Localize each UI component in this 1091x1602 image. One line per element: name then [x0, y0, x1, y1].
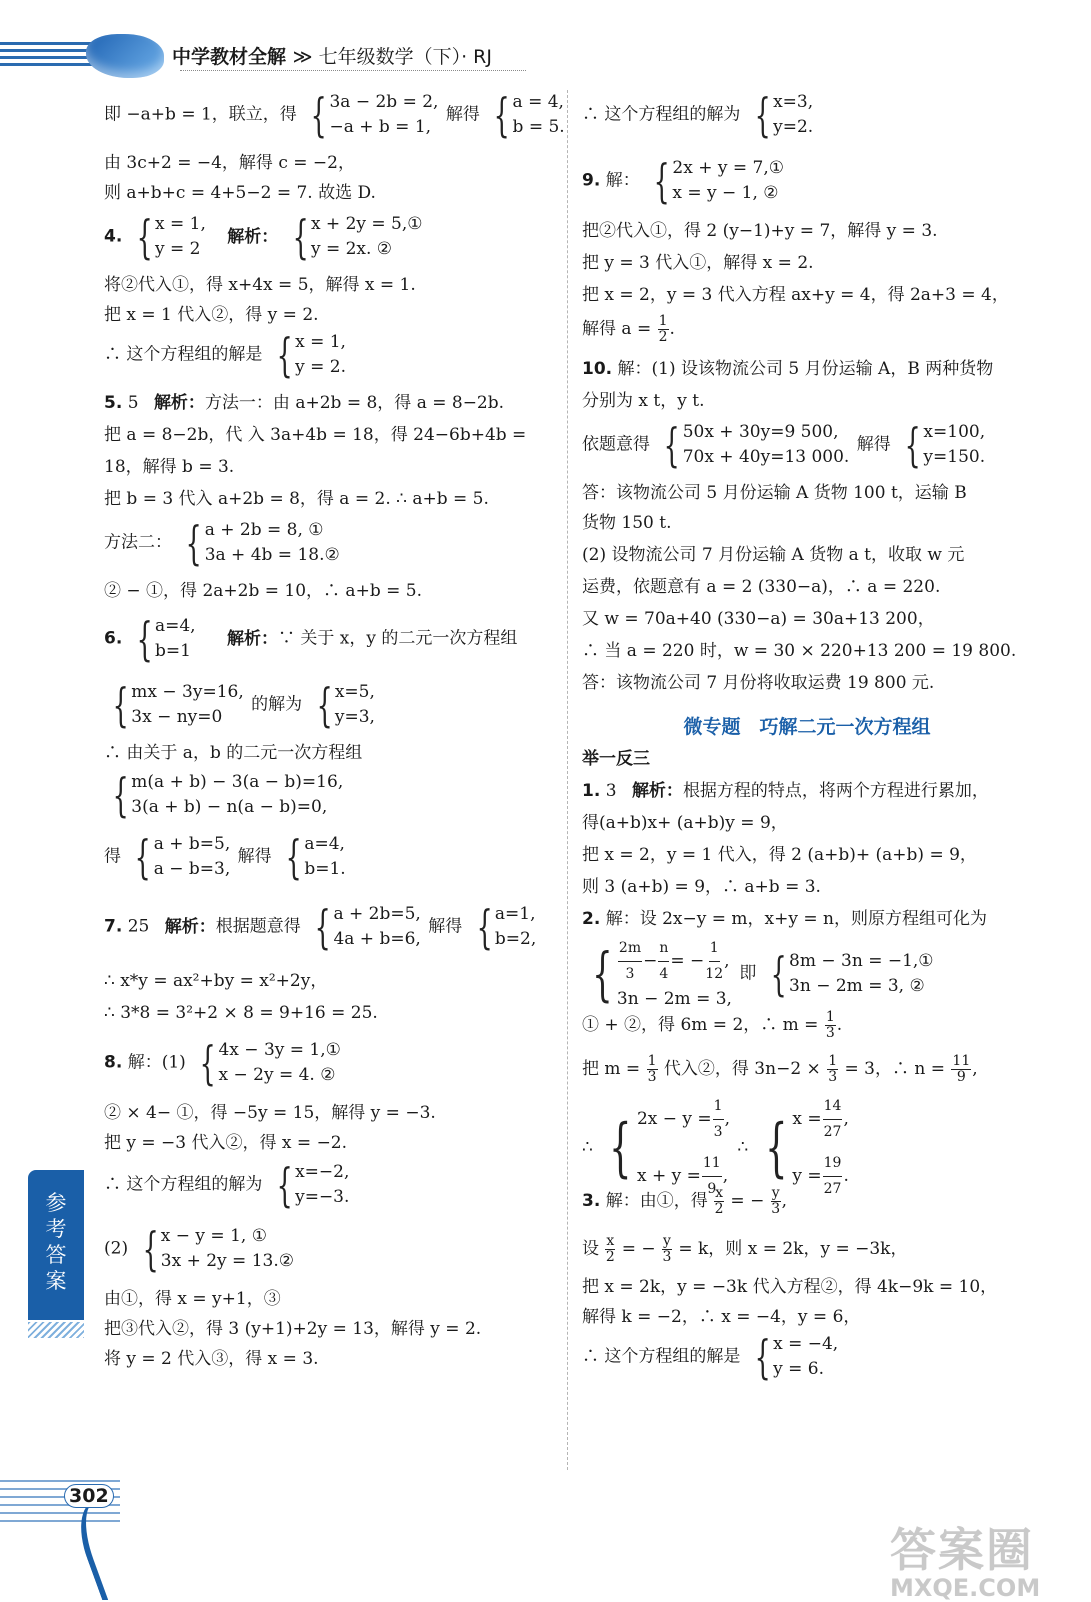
side-tab-stripe — [28, 1322, 84, 1338]
exercise-2: 2. 解：设 2x−y = m，x+y = n，则原方程组可化为 — [582, 909, 987, 929]
question-9: 9. 解： { 2x + y = 7,① x = y − 1, ② — [582, 154, 784, 208]
text-line: 则 3 (a+b) = 9，∴ a+b = 3. — [582, 877, 821, 897]
text-line: 把 x = 2k，y = −3k 代入方程②，得 4k−9k = 10， — [582, 1277, 998, 1297]
text-line: 得(a+b)x+ (a+b)y = 9， — [582, 813, 788, 833]
left-column — [104, 88, 565, 1370]
watermark-url: MXQE.COM — [890, 1574, 1041, 1602]
answer-reference-tab — [28, 1170, 84, 1320]
text-line: ∴ 这个方程组的解是 { x = 1, y = 2. — [104, 328, 346, 382]
text-line: ∴ 3*8 = 3²+2 × 8 = 9+16 = 25. — [104, 1003, 378, 1023]
text-line: 货物 150 t. — [582, 513, 672, 533]
exercise-1: 1. 3 解析：根据方程的特点，将两个方程进行累加， — [582, 781, 989, 801]
text-line: 方法二： { a + 2b = 8, ① 3a + 4b = 18.② — [104, 516, 340, 570]
text-line: 把 a = 8−2b，代 入 3a+4b = 18，得 24−6b+4b = — [104, 425, 527, 445]
text-line: (2) { x − y = 1, ① 3x + 2y = 13.② — [104, 1222, 294, 1276]
text-line: 由①，得 x = y+1，③ — [104, 1289, 281, 1309]
header-rule — [180, 70, 526, 71]
text-line: ∴ 这个方程组的解是 { x = −4, y = 6. — [582, 1330, 839, 1384]
text-line: 则 a+b+c = 4+5−2 = 7. 故选 D. — [104, 183, 376, 203]
text-line: { mx − 3y=16, 3x − ny=0 的解为 { x=5, y=3, — [112, 678, 375, 732]
text-line: 将②代入①，得 x+4x = 5，解得 x = 1. — [104, 275, 416, 295]
text-line: { m(a + b) − 3(a − b)=16, 3(a + b) − n(a − b)=0, — [112, 768, 344, 822]
book-title: 中学教材全解 — [172, 46, 287, 68]
text-line: 解得 a = $\frac{1}{2}$ . — [582, 313, 675, 345]
text-line: ∴ { 2x − y = $\frac{1}{3}$ , x + y = $\frac{11}{9}$ , ∴ { x = $\frac{14}{27}$ , y = $\frac{19}{27}$ . — [582, 1094, 1032, 1174]
column-divider — [567, 90, 568, 1470]
question-4: 4. { x = 1, y = 2 解析： { x + 2y = 5,① y = 2x. ② — [104, 210, 423, 264]
section-title: 微专题 巧解二元一次方程组 — [683, 716, 931, 738]
text-line: 解得 k = −2，∴ x = −4，y = 6， — [582, 1307, 861, 1327]
text-line: 把 x = 1 代入②，得 y = 2. — [104, 305, 319, 325]
exercise-3: 3. 解：由①，得 $\frac{x}{2}$ = − $\frac{y}{3}$ , — [582, 1185, 788, 1217]
text-line: 把 m = $\frac{1}{3}$ 代入②，得 3n−2 × $\frac{1}{3}$ = 3，∴ n = $\frac{11}{9}$ , — [582, 1053, 978, 1085]
text-line: 得 { a + b=5, a − b=3, 解得 { a=4, b=1. — [104, 830, 346, 884]
text-line: ∴ 当 a = 220 时，w = 30 × 220+13 200 = 19 800. — [582, 641, 1017, 661]
text-line: 18，解得 b = 3. — [104, 457, 235, 477]
text-line: 答：该物流公司 5 月份运输 A 货物 100 t，运输 B — [582, 483, 967, 503]
text-line: 由 3c+2 = −4，解得 c = −2， — [104, 153, 355, 173]
question-5: 5. 5 解析：方法一：由 a+2b = 8，得 a = 8−2b. — [104, 393, 505, 413]
question-6: 6. { a=4, b=1 解析：∵ 关于 x，y 的二元一次方程组 — [104, 612, 518, 666]
text-line: 设 $\frac{x}{2}$ = − $\frac{y}{3}$ = k，则 x = 2k，y = −3k， — [582, 1233, 908, 1265]
side-tab-label: 参考答案 — [45, 1191, 67, 1293]
question-10: 10. 解：(1) 设该物流公司 5 月份运输 A，B 两种货物 — [582, 359, 994, 379]
watermark — [890, 1514, 1040, 1602]
book-subtitle: 七年级数学（下）· RJ — [318, 46, 492, 68]
text-line: ① + ②，得 6m = 2，∴ m = $\frac{1}{3}$ . — [582, 1009, 843, 1041]
text-line: 把 y = −3 代入②，得 x = −2. — [104, 1133, 348, 1153]
page-number: 302 — [64, 1484, 114, 1508]
text-line: { $\frac{2m}{3}$ − $\frac{n}{4}$ = − $\frac{1}{12}$ , 3n − 2m = 3, 即 { 8m − 3n = −1,① 3n − 2m = 3, ② — [582, 936, 1032, 1000]
text-line: 把③代入②，得 3 (y+1)+2y = 13，解得 y = 2. — [104, 1319, 482, 1339]
question-7: 7. 25 解析：根据题意得 { a + 2b=5, 4a + b=6, 解得 { a=1, b=2, — [104, 900, 537, 954]
question-8: 8. 解：(1) { 4x − 3y = 1,① x − 2y = 4. ② — [104, 1036, 341, 1090]
text-line: (2) 设物流公司 7 月份运输 A 货物 a t，收取 w 元 — [582, 545, 965, 565]
section-subtitle: 举一反三 — [582, 749, 650, 769]
text-line: ∴ x*y = ax²+by = x²+2y， — [104, 971, 328, 991]
text-line: 把 x = 2，y = 3 代入方程 ax+y = 4，得 2a+3 = 4， — [582, 285, 1009, 305]
text-line: 将 y = 2 代入③，得 x = 3. — [104, 1349, 319, 1369]
text-line: 把 b = 3 代入 a+2b = 8，得 a = 2. ∴ a+b = 5. — [104, 489, 489, 509]
text-line: ∴ 由关于 a，b 的二元一次方程组 — [104, 743, 363, 763]
text-line: ② − ①，得 2a+2b = 10，∴ a+b = 5. — [104, 581, 422, 601]
text-line: 把 x = 2，y = 1 代入，得 2 (a+b)+ (a+b) = 9， — [582, 845, 977, 865]
text-line: ∴ 这个方程组的解为 { x=3, y=2. — [582, 88, 814, 142]
text-line: 即 −a+b = 1，联立，得 { 3a − 2b = 2, −a + b = 1, 解得 { a = 4, b = 5. — [104, 88, 565, 142]
text-line: 运费，依题意有 a = 2 (330−a)，∴ a = 220. — [582, 577, 941, 597]
text-line: 答：该物流公司 7 月份将收取运费 19 800 元. — [582, 673, 935, 693]
text-line: 把②代入①，得 2 (y−1)+y = 7，解得 y = 3. — [582, 221, 938, 241]
text-line: ② × 4− ①，得 −5y = 15，解得 y = −3. — [104, 1103, 436, 1123]
text-line: 把 y = 3 代入①，解得 x = 2. — [582, 253, 814, 273]
text-line: 分别为 x t，y t. — [582, 391, 705, 411]
text-line: 依题意得 { 50x + 30y=9 500, 70x + 40y=13 000. 解得 { x=100, y=150. — [582, 418, 986, 472]
right-column — [582, 90, 1032, 1384]
text-line: 又 w = 70a+40 (330−a) = 30a+13 200， — [582, 609, 935, 629]
text-line: ∴ 这个方程组的解为 { x=−2, y=−3. — [104, 1158, 350, 1212]
header-title: 中学教材全解 ≫ 七年级数学（下）· RJ — [172, 46, 492, 68]
watermark-logo: 答案圈 — [890, 1523, 1034, 1577]
